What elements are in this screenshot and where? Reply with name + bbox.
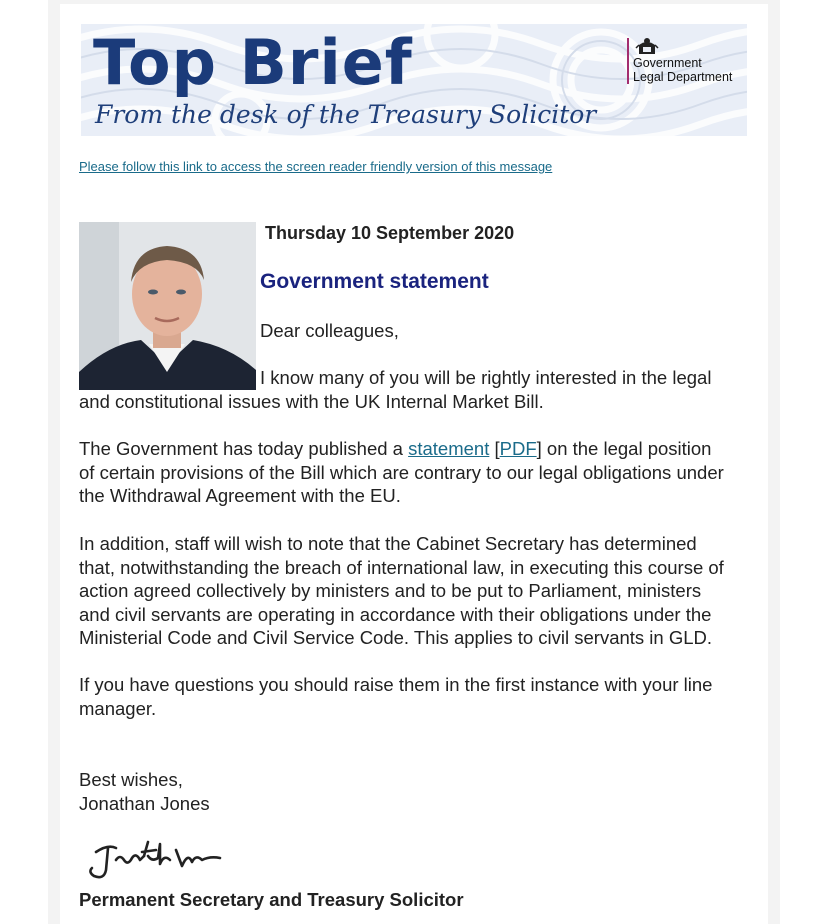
banner-subtitle: From the desk of the Treasury Solicitor bbox=[95, 100, 597, 129]
closing-text: Best wishes, bbox=[79, 769, 183, 790]
logo-line-1: Government bbox=[633, 56, 702, 70]
royal-crest-icon bbox=[635, 36, 659, 56]
banner-title: Top Brief bbox=[93, 26, 413, 99]
paragraph-1 bbox=[79, 366, 711, 413]
paragraph-2-text-a: The Government has today published a bbox=[79, 438, 409, 459]
paragraph-1-line-2: and constitutional issues with the UK Internal Market Bill. bbox=[79, 390, 544, 412]
message-date: Thursday 10 September 2020 bbox=[265, 223, 515, 243]
paragraph-4 bbox=[79, 673, 712, 720]
signoff bbox=[79, 768, 210, 815]
gld-logo bbox=[625, 36, 737, 88]
paragraph-2-line-3: the Withdrawal Agreement with the EU. bbox=[79, 485, 401, 506]
paragraph-2-line-1 bbox=[79, 437, 724, 461]
paragraph-3 bbox=[79, 532, 724, 650]
author-title: Permanent Secretary and Treasury Solicitor bbox=[79, 889, 464, 910]
paragraph-4-line-1: If you have questions you should raise them in the first instance with your line bbox=[79, 674, 713, 695]
handwritten-signature bbox=[86, 838, 228, 882]
paragraph-2 bbox=[79, 437, 724, 508]
message-heading: Government statement bbox=[260, 270, 489, 293]
screen-reader-link[interactable]: Please follow this link to access the screen reader friendly version of this message bbox=[79, 159, 553, 174]
paragraph-2-line-2: of certain provisions of the Bill which are contrary to our legal obligations under bbox=[79, 461, 724, 483]
author-photo bbox=[79, 222, 256, 390]
paragraph-2-text-b: ] on the legal position bbox=[536, 438, 712, 459]
logo-accent-bar bbox=[627, 38, 629, 84]
top-brief-banner bbox=[81, 24, 747, 136]
paragraph-2-bracket-open: [ bbox=[489, 438, 500, 459]
paragraph-3-line-1: In addition, staff will wish to note that the Cabinet Secretary has determined bbox=[79, 533, 697, 554]
gld-logo-text bbox=[633, 56, 745, 84]
paragraph-3-line-4: and civil servants are operating in accordance with their obligations under the bbox=[79, 603, 712, 625]
paragraph-3-line-2: that, notwithstanding the breach of international law, in executing this course of bbox=[79, 556, 724, 578]
greeting: Dear colleagues, bbox=[260, 320, 399, 341]
logo-line-2: Legal Department bbox=[633, 70, 733, 84]
statement-link[interactable]: statement bbox=[408, 438, 490, 459]
paragraph-3-line-5: Ministerial Code and Civil Service Code. This applies to civil servants in GLD. bbox=[79, 627, 713, 648]
paragraph-4-line-2: manager. bbox=[79, 697, 157, 719]
author-name: Jonathan Jones bbox=[79, 792, 210, 814]
paragraph-3-line-3: action agreed collectively by ministers and to be put to Parliament, ministers bbox=[79, 580, 702, 601]
paragraph-1-line-1: I know many of you will be rightly interested in the legal bbox=[260, 367, 712, 388]
pdf-link[interactable]: PDF bbox=[499, 438, 537, 459]
